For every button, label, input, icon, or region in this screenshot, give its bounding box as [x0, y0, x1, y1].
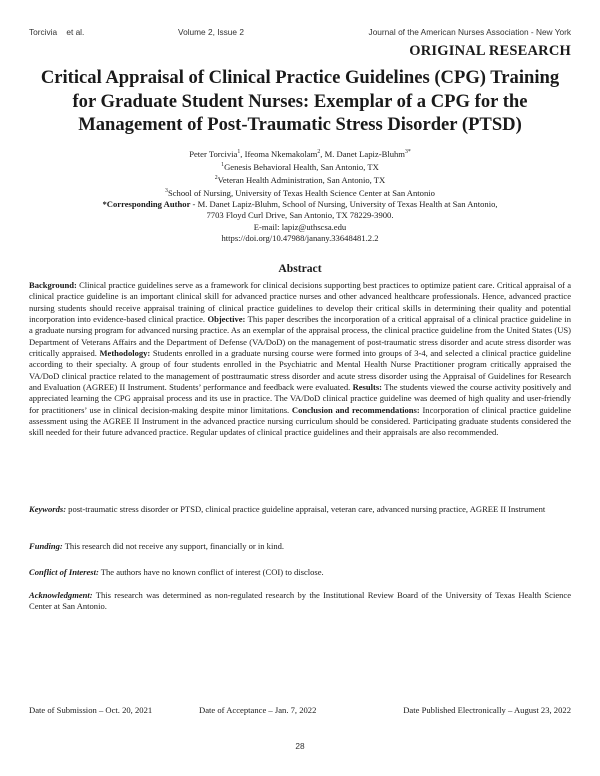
running-header-authors: Torcivia et al.	[29, 27, 85, 37]
funding-statement	[29, 541, 571, 552]
abstract-conclusion-text: Incorporation of clinical practice guideline assessment using the AGREE II Instrument in the advanced practice nursing curriculum should be considered. Participating graduate students considered the skill needed for their future advanced practice. Regular updates of clinical practice guidelines and their appraisals are also recommended.	[29, 404, 571, 438]
abstract-objective-label: Objective:	[207, 314, 246, 325]
running-header-journal: Journal of the American Nurses Association - New York	[368, 27, 571, 37]
doi-link[interactable]: https://doi.org/10.47988/janany.33648481.2.2	[221, 232, 379, 243]
abstract-conclusion-label: Conclusion and recommendations:	[291, 404, 420, 415]
acceptance-date: Date of Acceptance – Jan. 7, 2022	[199, 705, 317, 715]
corresponding-email[interactable]: E-mail: lapiz@uthscsa.edu	[253, 221, 347, 232]
acknowledgment-statement	[29, 590, 571, 613]
keywords-text: post-traumatic stress disorder or PTSD, clinical practice guideline appraisal, veteran care, advanced nursing practice, AGREE II Instrument	[66, 504, 546, 514]
funding-text: This research did not receive any support, financially or in kind.	[62, 541, 285, 551]
author-name: Peter Torcivia	[189, 148, 238, 159]
abstract-background-label: Background:	[29, 280, 77, 290]
keywords-label: Keywords:	[29, 504, 67, 514]
corresponding-author-line	[29, 199, 571, 210]
author-name: Ifeoma Nkemakolam	[244, 148, 318, 159]
abstract-body	[29, 280, 571, 439]
conflict-of-interest-statement	[29, 567, 571, 578]
affiliation-marker: 3	[165, 188, 168, 195]
affiliation-text: Genesis Behavioral Health, San Antonio, TX	[224, 161, 379, 172]
affiliation-text: School of Nursing, University of Texas Health Science Center at San Antonio	[167, 188, 435, 199]
affiliation-line	[29, 173, 571, 186]
page-number: 28	[295, 741, 305, 751]
affiliation-line	[29, 160, 571, 173]
affiliation-marker: 2	[214, 175, 218, 182]
funding-label: Funding:	[29, 541, 63, 551]
author-affiliation-marker: 3*	[405, 149, 411, 155]
author-name: M. Danet Lapiz-Bluhm	[324, 148, 405, 159]
publication-dates	[29, 705, 571, 717]
author-affiliation-marker: 2	[317, 149, 321, 155]
conflict-label: Conflict of Interest:	[29, 567, 99, 577]
author-line: Peter Torcivia$^1$, Ifeoma Nkemakolam$^2$, M. Danet Lapiz-Bluhm$^{3*}$	[189, 148, 411, 159]
acknowledgment-label: Acknowledgment:	[29, 590, 93, 600]
abstract-results-label: Results:	[352, 382, 383, 393]
affiliation-line	[29, 186, 571, 199]
conflict-text: The authors have no known conflict of interest (COI) to disclose.	[98, 567, 324, 577]
author-block	[29, 147, 571, 244]
running-header	[29, 27, 571, 39]
corresponding-author-text: - M. Danet Lapiz-Bluhm, School of Nursing, University of Texas Health at San Antonio,	[190, 199, 498, 210]
abstract-methodology-text: Students enrolled in a graduate nursing course were formed into groups of 3-4, and selected a clinical practice guideline according to their specialty. A group of four students enrolled in the Psychiatric and Mental Health Nurse Practitioner program critically appraised the VA/DoD clinical practice related to the management of posttraumatic stress disorder and acute stress disorder using the Appraisal of Guidelines for Research and Evaluation (AGREE) II Instrument. Students’ performance and feedback were evaluated.	[29, 348, 571, 393]
running-header-volume-issue: Volume 2, Issue 2	[178, 27, 244, 37]
corresponding-author-label: *Corresponding Author	[102, 199, 191, 210]
author-affiliation-marker: 1	[237, 149, 241, 155]
paper-title: Critical Appraisal of Clinical Practice Guidelines (CPG) Training for Graduate Student Nurses: Exemplar of a CPG for the Management of Post-Traumatic Stress Disorder (PTSD)	[40, 67, 560, 135]
article-type-label: ORIGINAL RESEARCH	[409, 43, 571, 59]
corresponding-address: 7703 Floyd Curl Drive, San Antonio, TX 78229-3900.	[206, 210, 394, 221]
keywords	[29, 504, 571, 515]
abstract-objective-text: This paper describes the incorporation of a critical appraisal of a clinical practice guideline in a graduate nursing program for advanced nursing practice. As an exemplar of the appraisal process, the clinical practice guideline from the United States (US) Department of Veterans Affairs and the Department of Defense (VA/DoD) on the management of post-traumatic stress disorder and acute stress disorder was critically appraised.	[29, 314, 572, 359]
affiliation-marker: 1	[221, 162, 225, 169]
submission-date: Date of Submission – Oct. 20, 2021	[29, 705, 153, 715]
published-date: Date Published Electronically – August 23, 2022	[403, 705, 571, 715]
acknowledgment-text: This research was determined as non-regulated research by the Institutional Review Board of the University of Texas Health Science Center at San Antonio.	[29, 590, 571, 612]
affiliation-text: Veteran Health Administration, San Antonio, TX	[217, 174, 386, 185]
abstract-methodology-label: Methodology:	[99, 348, 151, 359]
abstract-results-text: The students viewed the course activity positively and appreciated learning the CPG appraisal process and its use in practice. The VA/DoD clinical practice guideline was deemed of high quality and user-friendly for practitioners’ use in clinical decision-making despite minor limitations.	[29, 382, 571, 415]
abstract-heading: Abstract	[278, 262, 322, 275]
abstract-background-text: Clinical practice guidelines serve as a framework for clinical decisions supporting best practices to optimize patient care. Critical appraisal of a clinical practice guideline is an important clinical skill for advanced practice nurses and other advanced healthcare professionals. Hence, advanced practice nursing students should receive appraisal training of clinical practice guidelines to develop their critical skills in determining their quality and potential incorporation into evidence-based clinical practice.	[29, 280, 571, 325]
